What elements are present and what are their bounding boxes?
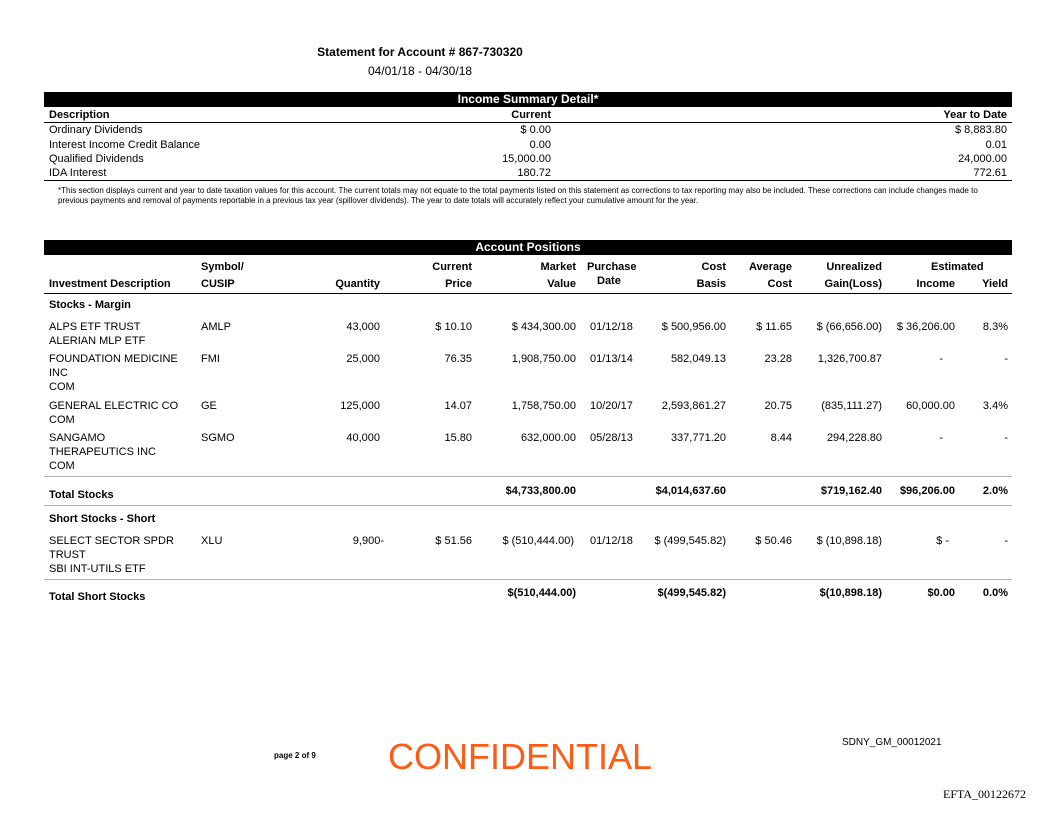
row-date: 01/12/18 <box>590 321 633 333</box>
row-income: $ 36,206.00 <box>896 321 955 333</box>
row-price: 15.80 <box>444 432 472 444</box>
header-quantity: Quantity <box>335 278 380 290</box>
row-date: 01/12/18 <box>590 535 633 547</box>
row-description <box>49 534 199 576</box>
total-shorts-gain: $(10,898.18) <box>819 587 882 599</box>
positions-header-rule <box>44 293 1012 294</box>
bates-number: SDNY_GM_00012021 <box>842 737 942 748</box>
row-yield: 8.3% <box>982 321 1008 333</box>
desc-line: COM <box>49 414 75 426</box>
income-row <box>49 166 1007 180</box>
desc-line: COM <box>49 460 75 472</box>
header-average-top: Average <box>748 261 792 273</box>
header-yield: Yield <box>982 278 1008 290</box>
row-date: 05/28/13 <box>590 432 633 444</box>
header-cusip: CUSIP <box>201 278 235 290</box>
row-price: 76.35 <box>444 353 472 365</box>
header-avg-cost: Cost <box>767 278 792 290</box>
income-header-row <box>49 108 1007 122</box>
row-value: 632,000.00 <box>520 432 576 444</box>
row-value: $ (510,444.00) <box>502 535 574 547</box>
row-yield: - <box>1004 353 1008 365</box>
income-col-ytd: Year to Date <box>943 109 1007 121</box>
row-yield: - <box>1004 535 1008 547</box>
header-estimated-top: Estimated <box>931 261 984 273</box>
efta-number: EFTA_00122672 <box>943 787 1027 801</box>
confidential-stamp: CONFIDENTIAL <box>388 736 653 777</box>
row-gain: 294,228.80 <box>826 432 882 444</box>
total-shorts-label: Total Short Stocks <box>49 591 146 603</box>
row-symbol: SGMO <box>201 432 235 444</box>
income-col-description: Description <box>49 109 110 121</box>
page-number: page 2 of 9 <box>274 751 316 760</box>
total-stocks-rule <box>44 476 1012 477</box>
income-bottom-rule <box>44 180 1012 181</box>
row-income: $ - <box>936 535 949 547</box>
desc-line: INC <box>49 367 68 379</box>
total-shorts-rule <box>44 579 1012 580</box>
header-income: Income <box>916 278 955 290</box>
income-desc: IDA Interest <box>49 167 107 179</box>
income-row <box>49 138 1007 152</box>
income-footnote: *This section displays current and year to date taxation values for this account. The current totals may not equate to the total payments listed on this statement as corrections to tax reporting may also be included. These corrections can include changes made to previous payments and removal of payments reportable in a previous tax year (spillover dividends). The year to date totals will accurately reflect your cumulative amount for the year. <box>58 186 978 205</box>
income-current: 15,000.00 <box>502 153 551 165</box>
income-ytd: 772.61 <box>973 167 1007 179</box>
desc-line: ALERIAN MLP ETF <box>49 335 146 347</box>
desc-line: SBI INT-UTILS ETF <box>49 563 146 575</box>
row-symbol: AMLP <box>201 321 231 333</box>
row-gain: $ (10,898.18) <box>816 535 882 547</box>
row-description <box>49 320 199 348</box>
row-avg-cost: $ 11.65 <box>756 321 792 333</box>
income-current: $ 0.00 <box>520 124 551 136</box>
row-gain: 1,326,700.87 <box>817 353 882 365</box>
income-current: 0.00 <box>529 139 551 151</box>
desc-line: ALPS ETF TRUST <box>49 321 141 333</box>
header-unrealized-top: Unrealized <box>826 261 882 273</box>
desc-line: GENERAL ELECTRIC CO <box>49 400 179 412</box>
row-description <box>49 399 199 427</box>
section-rule <box>44 505 1012 506</box>
row-price: $ 10.10 <box>435 321 472 333</box>
header-market-top: Market <box>540 261 576 273</box>
statement-period: 04/01/18 - 04/30/18 <box>367 64 473 78</box>
row-quantity: 43,000 <box>346 321 380 333</box>
row-income: - <box>939 353 943 365</box>
row-basis: 337,771.20 <box>670 432 726 444</box>
header-purchase-top: Purchase <box>587 261 637 273</box>
row-quantity: 40,000 <box>346 432 380 444</box>
row-yield: 3.4% <box>982 400 1008 412</box>
desc-line: FOUNDATION MEDICINE <box>49 353 178 365</box>
header-symbol-top: Symbol/ <box>201 261 244 273</box>
row-avg-cost: 8.44 <box>770 432 792 444</box>
row-quantity: 25,000 <box>346 353 380 365</box>
section-stocks-margin: Stocks - Margin <box>49 299 131 311</box>
row-description <box>49 431 199 473</box>
section-short-stocks: Short Stocks - Short <box>49 513 156 525</box>
row-gain: $ (66,656.00) <box>816 321 882 333</box>
row-basis: 582,049.13 <box>670 353 726 365</box>
row-avg-cost: $ 50.46 <box>755 535 792 547</box>
income-ytd: 24,000.00 <box>958 153 1007 165</box>
row-quantity: 125,000 <box>340 400 380 412</box>
row-symbol: XLU <box>201 535 223 547</box>
header-gain: Gain(Loss) <box>824 278 882 290</box>
total-stocks-value: $4,733,800.00 <box>505 485 576 497</box>
total-shorts-value: $(510,444.00) <box>507 587 576 599</box>
header-date: Date <box>597 275 621 287</box>
row-value: 1,908,750.00 <box>511 353 576 365</box>
desc-line: THERAPEUTICS INC <box>49 446 156 458</box>
total-stocks-income: $96,206.00 <box>899 485 955 497</box>
header-price: Price <box>445 278 472 290</box>
header-basis: Basis <box>696 278 726 290</box>
row-price: $ 51.56 <box>435 535 472 547</box>
row-income: 60,000.00 <box>906 400 955 412</box>
total-stocks-yield: 2.0% <box>982 485 1008 497</box>
row-basis: $ 500,956.00 <box>661 321 726 333</box>
row-value: $ 434,300.00 <box>511 321 576 333</box>
header-investment: Investment Description <box>49 278 171 290</box>
total-stocks-gain: $719,162.40 <box>820 485 882 497</box>
header-value: Value <box>547 278 576 290</box>
row-avg-cost: 20.75 <box>764 400 792 412</box>
row-avg-cost: 23.28 <box>764 353 792 365</box>
row-quantity: 9,900- <box>352 535 384 547</box>
desc-line: SANGAMO <box>49 432 106 444</box>
row-date: 01/13/14 <box>590 353 633 365</box>
income-row <box>49 123 1007 137</box>
row-date: 10/20/17 <box>590 400 633 412</box>
income-desc: Ordinary Dividends <box>49 124 143 136</box>
header-current-top: Current <box>432 261 472 273</box>
desc-line: TRUST <box>49 549 86 561</box>
row-income: - <box>939 432 943 444</box>
total-shorts-yield: 0.0% <box>982 587 1008 599</box>
income-ytd: $ 8,883.80 <box>955 124 1007 136</box>
total-stocks-label: Total Stocks <box>49 489 114 501</box>
account-positions-band: Account Positions <box>44 240 1012 255</box>
row-value: 1,758,750.00 <box>511 400 576 412</box>
header-cost-top: Cost <box>701 261 726 273</box>
row-symbol: GE <box>201 400 217 412</box>
row-basis: 2,593,861.27 <box>661 400 726 412</box>
total-stocks-basis: $4,014,637.60 <box>655 485 726 497</box>
income-summary-band: Income Summary Detail* <box>44 92 1012 107</box>
row-gain: (835,111.27) <box>821 400 882 412</box>
row-symbol: FMI <box>201 353 220 365</box>
total-shorts-income: $0.00 <box>927 587 955 599</box>
row-price: 14.07 <box>444 400 472 412</box>
row-description <box>49 352 199 394</box>
income-ytd: 0.01 <box>985 139 1007 151</box>
row-yield: - <box>1004 432 1008 444</box>
income-col-current: Current <box>511 109 551 121</box>
income-desc: Interest Income Credit Balance <box>49 139 201 151</box>
statement-title: Statement for Account # 867-730320 <box>317 45 523 59</box>
income-desc: Qualified Dividends <box>49 153 144 165</box>
income-row <box>49 152 1007 166</box>
desc-line: COM <box>49 381 75 393</box>
total-shorts-basis: $(499,545.82) <box>657 587 726 599</box>
desc-line: SELECT SECTOR SPDR <box>49 535 174 547</box>
row-basis: $ (499,545.82) <box>654 535 726 547</box>
income-current: 180.72 <box>517 167 551 179</box>
